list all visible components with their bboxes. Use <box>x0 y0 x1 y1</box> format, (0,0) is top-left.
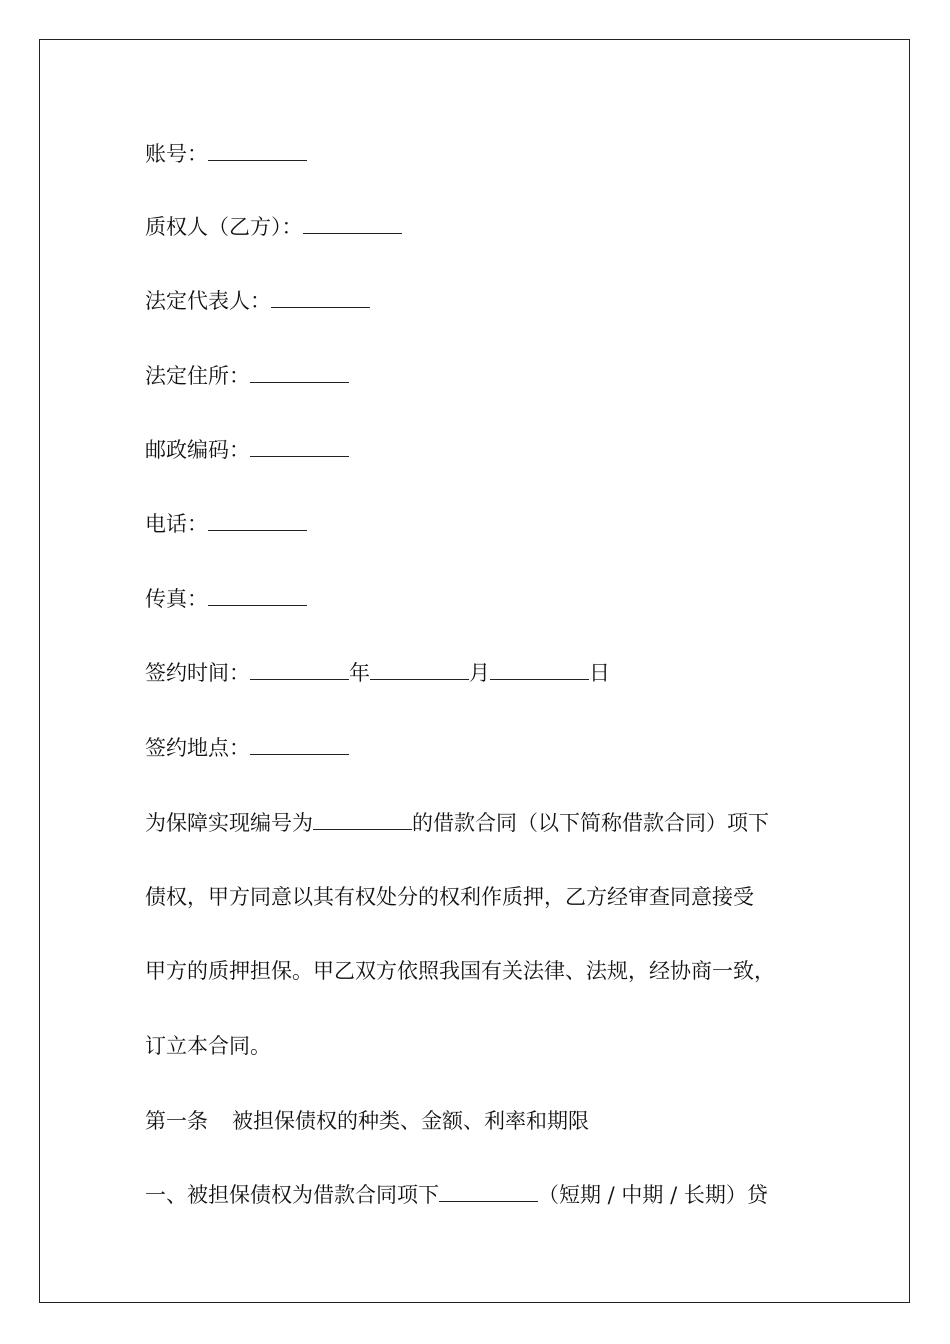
preamble-line-1 <box>145 809 769 837</box>
article-1-heading <box>145 1107 589 1135</box>
account-blank <box>208 140 307 161</box>
preamble-line-3 <box>145 957 775 985</box>
sign-year-label: 年 <box>349 661 370 685</box>
pledgee-label: 质权人（乙方）： <box>145 215 303 239</box>
phone-line <box>145 510 307 538</box>
article-1-clause-1 <box>145 1181 768 1209</box>
preamble-line-4 <box>145 1032 271 1060</box>
clause-1-text-b: （短期 / 中期 / 长期）贷 <box>538 1183 768 1207</box>
postal-code-label: 邮政编码： <box>145 438 250 462</box>
account-label: 账号： <box>145 142 208 166</box>
preamble-text-1b: 的借款合同（以下简称借款合同）项下 <box>412 811 769 835</box>
sign-time-label: 签约时间： <box>145 661 250 685</box>
pledgee-blank <box>303 213 402 234</box>
article-1-number: 第一条 <box>145 1109 208 1133</box>
legal-rep-blank <box>271 287 370 308</box>
legal-address-blank <box>250 362 349 383</box>
preamble-text-1a: 为保障实现编号为 <box>145 811 313 835</box>
sign-year-blank <box>250 659 349 680</box>
postal-code-line <box>145 436 349 464</box>
sign-place-line <box>145 734 349 762</box>
pledgee-line <box>145 213 402 241</box>
sign-day-label: 日 <box>589 661 610 685</box>
preamble-text-2: 债权，甲方同意以其有权处分的权利作质押，乙方经审查同意接受 <box>145 885 754 909</box>
preamble-text-4: 订立本合同。 <box>145 1034 271 1058</box>
phone-label: 电话： <box>145 512 208 536</box>
sign-place-label: 签约地点： <box>145 736 250 760</box>
contract-number-blank <box>313 809 412 830</box>
sign-time-line <box>145 659 610 687</box>
sign-month-blank <box>370 659 469 680</box>
preamble-text-3: 甲方的质押担保。甲乙双方依照我国有关法律、法规，经协商一致， <box>145 959 775 983</box>
legal-address-line <box>145 362 349 390</box>
phone-blank <box>208 510 307 531</box>
fax-blank <box>208 585 307 606</box>
article-1-title: 被担保债权的种类、金额、利率和期限 <box>232 1109 589 1133</box>
postal-code-blank <box>250 436 349 457</box>
sign-place-blank <box>250 734 349 755</box>
legal-rep-line <box>145 287 370 315</box>
clause-1-blank <box>439 1181 538 1202</box>
preamble-line-2 <box>145 883 754 911</box>
fax-label: 传真： <box>145 587 208 611</box>
clause-1-text-a: 一、被担保债权为借款合同项下 <box>145 1183 439 1207</box>
sign-day-blank <box>490 659 589 680</box>
account-line <box>145 140 307 168</box>
fax-line <box>145 585 307 613</box>
sign-month-label: 月 <box>469 661 490 685</box>
legal-rep-label: 法定代表人： <box>145 289 271 313</box>
legal-address-label: 法定住所： <box>145 364 250 388</box>
